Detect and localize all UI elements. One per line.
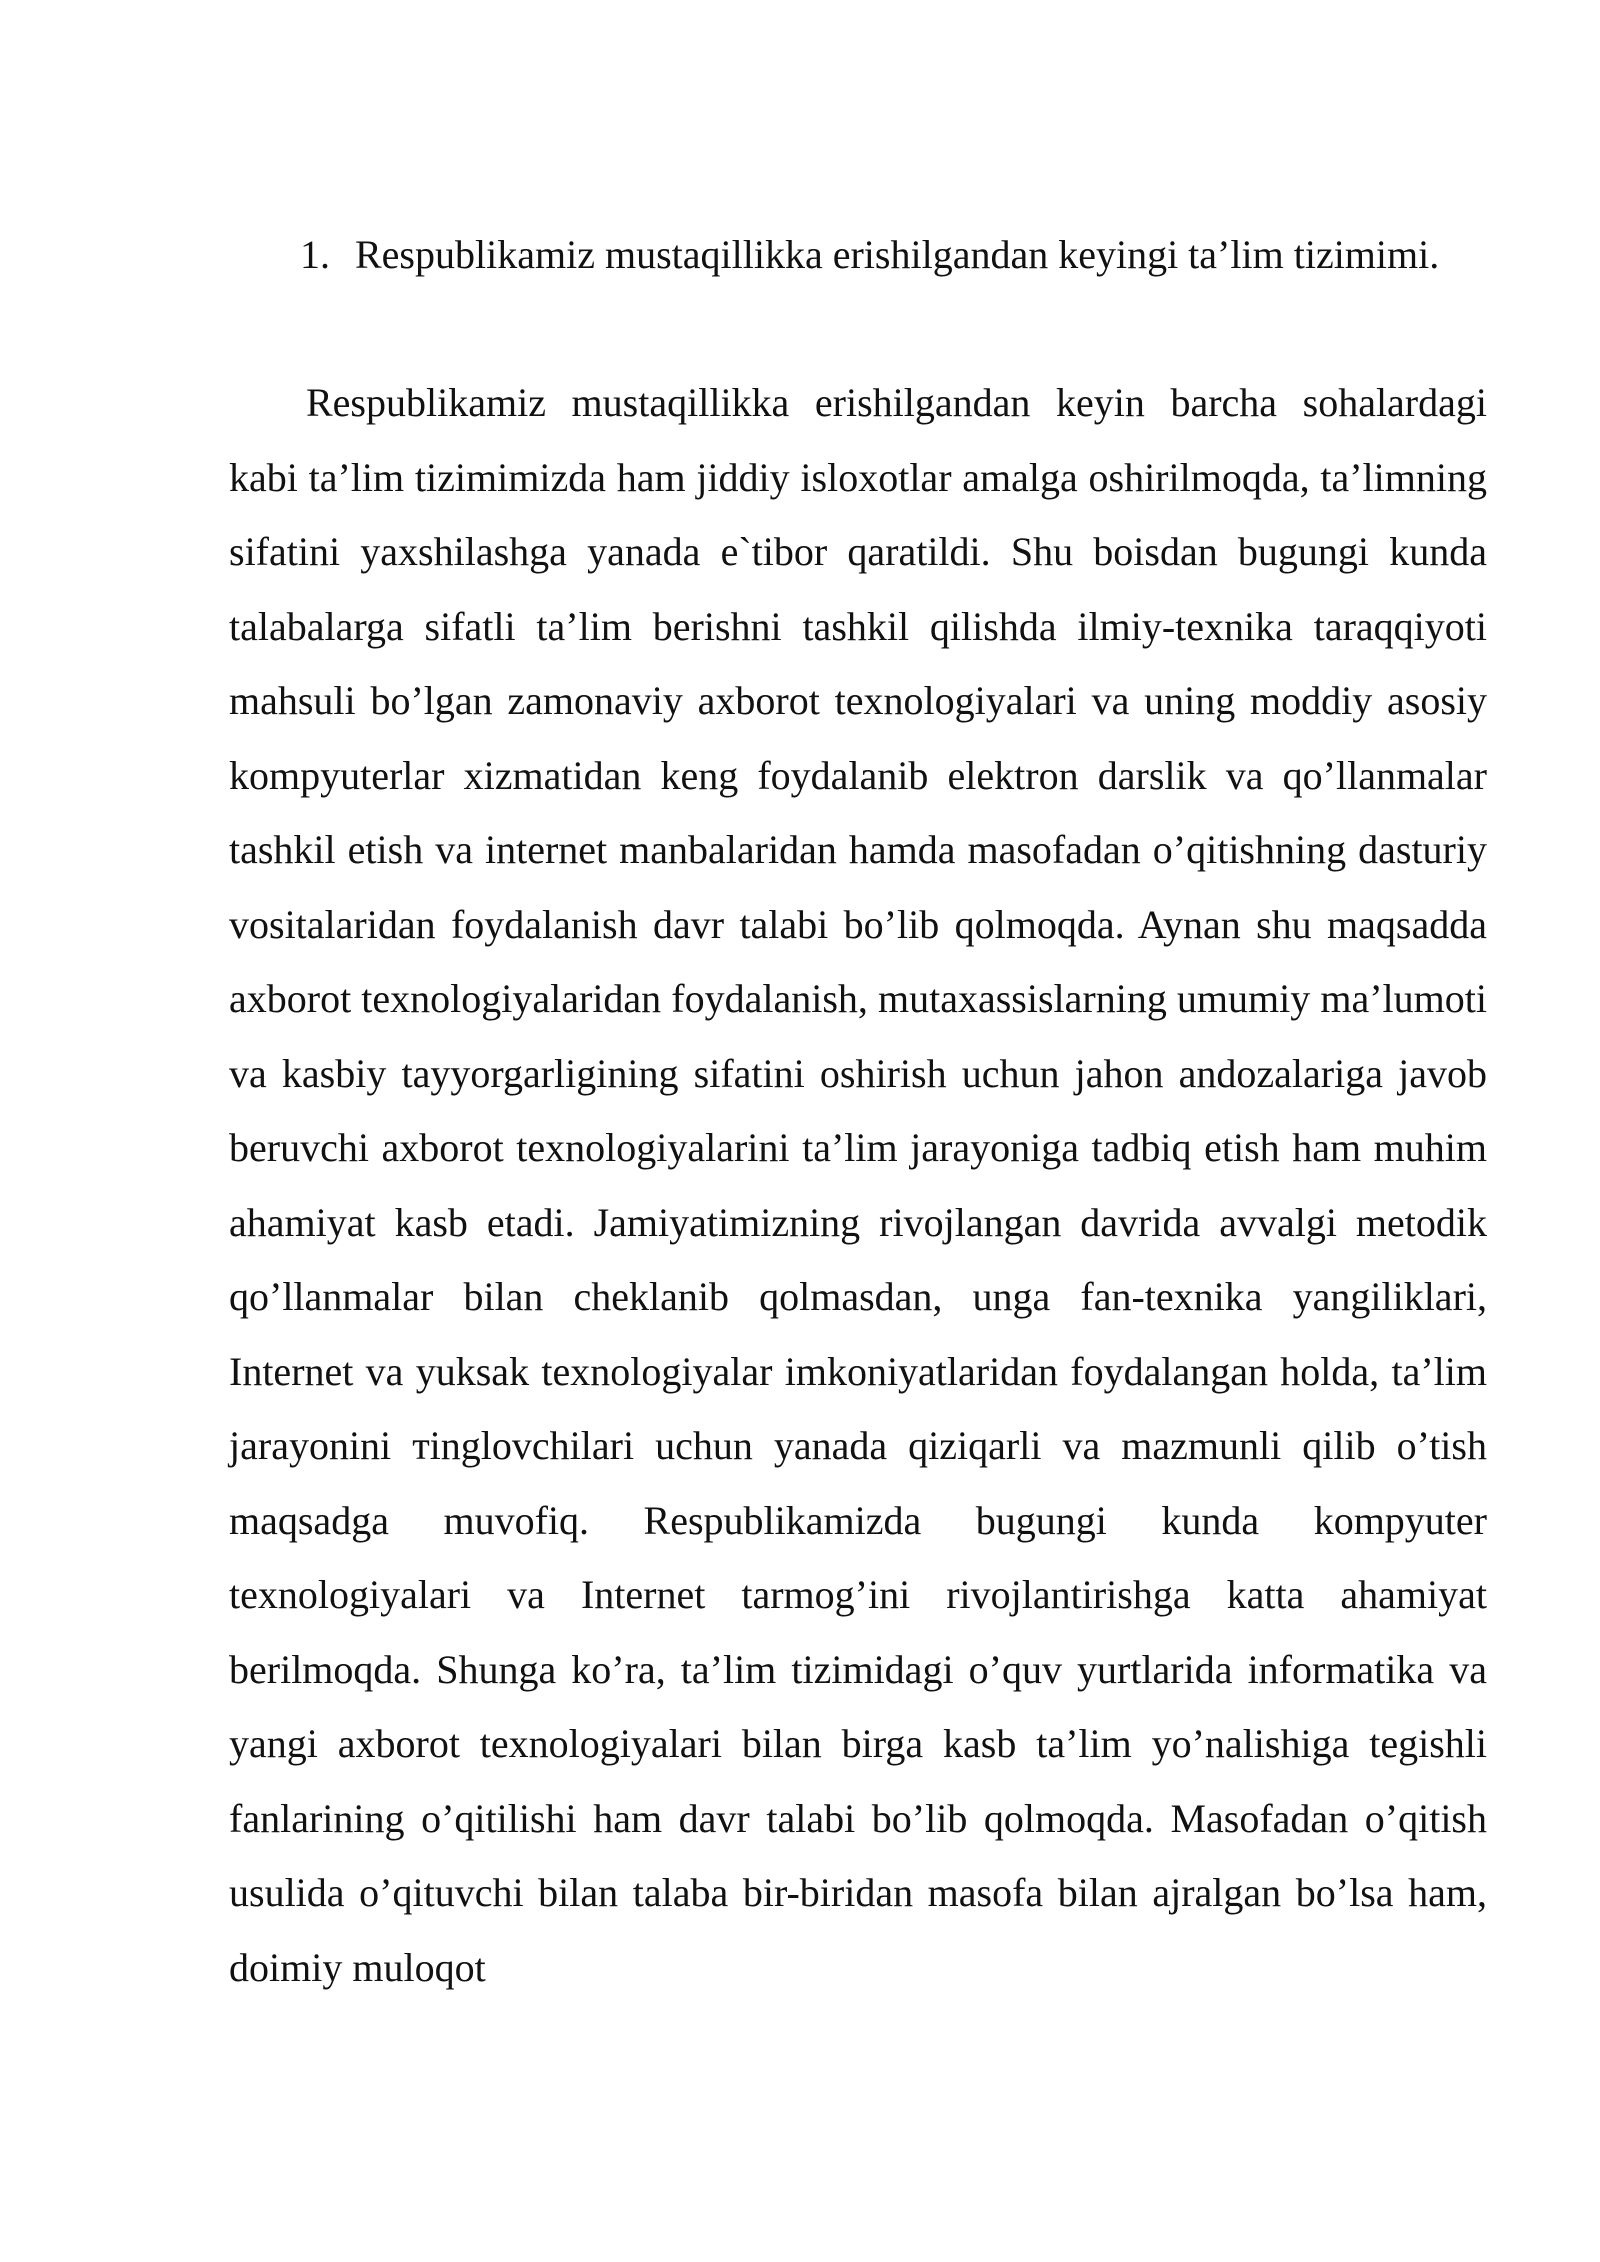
- section-heading: [300, 218, 1487, 292]
- heading-number: 1.: [300, 232, 330, 277]
- body-paragraph: Respublikamiz mustaqillikka erishilgandan keyin barcha sohalardagi kabi ta’lim tizimimizda ham jiddiy isloxotlar amalga oshirilmoqda, ta’limning sifatini yaxshilashga yanada e`tibor qaratildi. Shu boisdan bugungi kunda talabalarga sifatli ta’lim berishni tashkil qilishda ilmiy-texnika taraqqiyoti mahsuli bo’lgan zamonaviy axborot texnologiyalari va uning moddiy asosiy kompyuterlar xizmatidan keng foydalanib elektron darslik va qo’llanmalar tashkil etish va internet manbalaridan hamda masofadan o’qitishning dasturiy vositalaridan foydalanish davr talabi bo’lib qolmoqda. Aynan shu maqsadda axborot texnologiyalaridan foydalanish, mutaxassislarning umumiy ma’lumoti va kasbiy tayyorgarligining sifatini oshirish uchun jahon andozalariga javob beruvchi axborot texnologiyalarini ta’lim jarayoniga tadbiq etish ham muhim ahamiyat kasb etadi. Jamiyatimizning rivojlangan davrida avvalgi metodik qo’llanmalar bilan cheklanib qolmasdan, unga fan-texnika yangiliklari, Internet va yuksak texnologiyalar imkoniyatlaridan foydalangan holda, ta’lim jarayonini тinglovchilari uchun yanada qiziqarli va mazmunli qilib o’tish maqsadga muvofiq. Respublikamizda bugungi kunda kompyuter texnologiyalari va Internet tarmog’ini rivojlantirishga katta ahamiyat berilmoqda. Shunga ko’ra, ta’lim tizimidagi o’quv yurtlarida informatika va yangi axborot texnologiyalari bilan birga kasb ta’lim yo’nalishiga tegishli fanlarining o’qitilishi ham davr talabi bo’lib qolmoqda. Masofadan o’qitish usulida o’qituvchi bilan talaba bir-biridan masofa bilan ajralgan bo’lsa ham, doimiy muloqot: [229, 380, 1487, 1990]
- heading-text: Respublikamiz mustaqillikka erishilgandan keyingi ta’lim tizimimi.: [355, 232, 1440, 277]
